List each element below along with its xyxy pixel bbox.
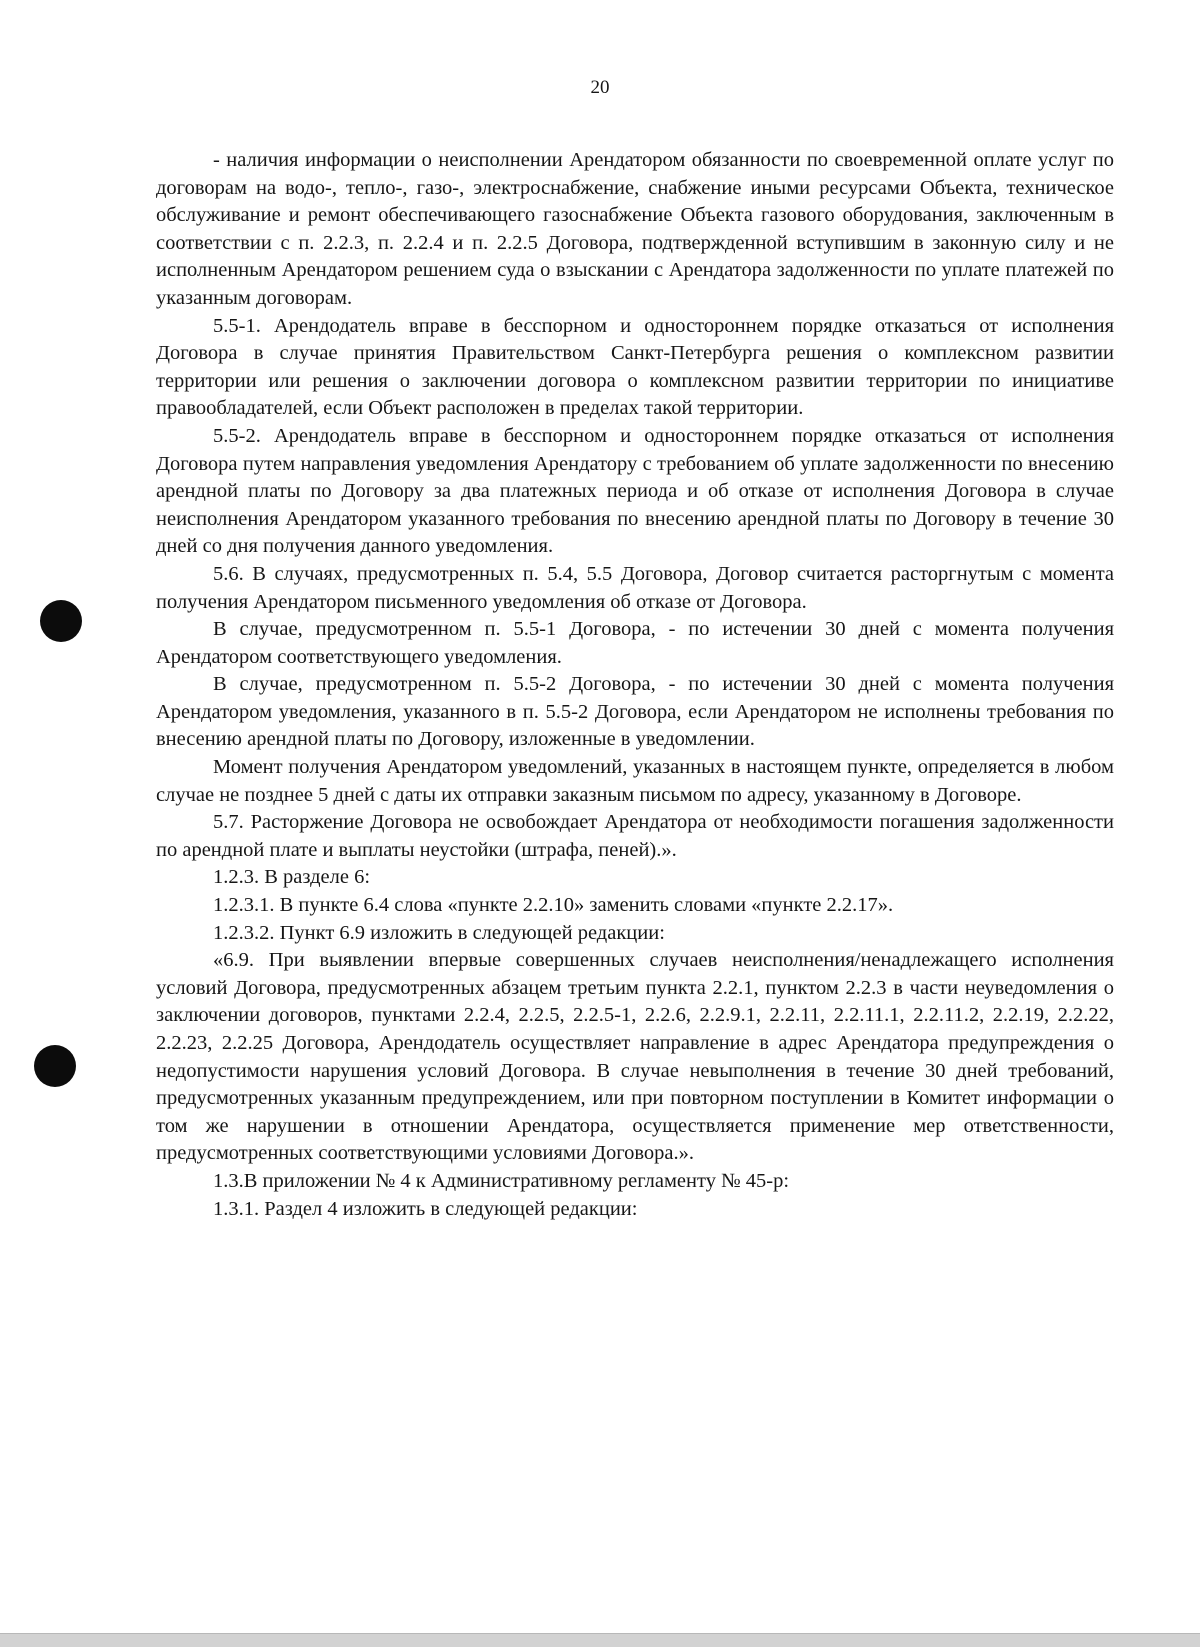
paragraph-1-2-3-1: 1.2.3.1. В пункте 6.4 слова «пункте 2.2.10» заменить словами «пункте 2.2.17». xyxy=(213,894,894,917)
document-body xyxy=(156,147,1114,1223)
paragraph-5-7: 5.7. Расторжение Договора не освобождает Арендатора от необходимости погашения задолженности по арендной плате и выплаты неустойки (штрафа, пеней).». xyxy=(156,811,1114,861)
paragraph-1-2-3-2: 1.2.3.2. Пункт 6.9 изложить в следующей редакции: xyxy=(213,921,665,944)
paragraph-1-2-3: 1.2.3. В разделе 6: xyxy=(213,866,371,889)
page-number: 20 xyxy=(590,77,610,98)
punch-hole-mark xyxy=(40,600,82,642)
paragraph-utility-debt-condition: - наличия информации о неисполнении Арендатором обязанности по своевременной оплате услуг по договорам на водо-, тепло-, газо-, электроснабжение, снабжение иными ресурсами Объекта, техническое обслуживание и ремонт обеспечивающего газоснабжение Объекта газового оборудования, заключенным в соответствии с п. 2.2.3, п. 2.2.4 и п. 2.2.5 Договора, подтвержденной вступившим в законную силу и не исполненным Арендатором решением суда о взыскании с Арендатора задолженности по уплате платежей по указанным договорам. xyxy=(156,149,1114,309)
paragraph-1-3-1: 1.3.1. Раздел 4 изложить в следующей редакции: xyxy=(213,1197,638,1220)
paragraph-5-6-case-5-5-1: В случае, предусмотренном п. 5.5-1 Договора, - по истечении 30 дней с момента получения Арендатором соответствующего уведомления. xyxy=(156,618,1114,668)
paragraph-5-6-case-5-5-2: В случае, предусмотренном п. 5.5-2 Договора, - по истечении 30 дней с момента получения Арендатором уведомления, указанного в п. 5.5-2 Договора, если Арендатором не исполнены требования по внесению арендной платы по Договору, изложенные в уведомлении. xyxy=(156,673,1114,751)
paragraph-5-6: 5.6. В случаях, предусмотренных п. 5.4, 5.5 Договора, Договор считается расторгнутым с момента получения Арендатором письменного уведомления об отказе от Договора. xyxy=(156,562,1114,613)
paragraph-6-9: «6.9. При выявлении впервые совершенных случаев неисполнения/ненадлежащего исполнения условий Договора, предусмотренных абзацем третьим пункта 2.2.1, пунктом 2.2.3 в части неуведомления о заключении договоров, пунктами 2.2.4, 2.2.5, 2.2.5-1, 2.2.6, 2.2.9.1, 2.2.11, 2.2.11.1, 2.2.11.2, 2.2.19, 2.2.22, 2.2.23, 2.2.25 Договора, Арендодатель осуществляет направление в адрес Арендатора предупреждения о недопустимости нарушения условий Договора. В случае невыполнения в течение 30 дней требований, предусмотренных указанным предупреждением, или при повторном поступлении в Комитет информации о том же нарушении в отношении Арендатора, осуществляется применение мер ответственности, предусмотренных соответствующими условиями Договора.». xyxy=(156,949,1114,1165)
punch-hole-mark xyxy=(34,1045,76,1087)
scan-bottom-edge xyxy=(0,1633,1200,1647)
paragraph-1-3: 1.3.В приложении № 4 к Административному регламенту № 45-р: xyxy=(213,1169,790,1192)
paragraph-5-5-1: 5.5-1. Арендодатель вправе в бесспорном и одностороннем порядке отказаться от исполнения Договора в случае принятия Правительством Санкт-Петербурга решения о комплексном развитии территории или решения о заключении договора о комплексном развитии территории по инициативе правообладателей, если Объект расположен в пределах такой территории. xyxy=(156,314,1114,420)
paragraph-5-5-2: 5.5-2. Арендодатель вправе в бесспорном и одностороннем порядке отказаться от исполнения Договора путем направления уведомления Арендатору с требованием об уплате задолженности по внесению арендной платы по Договору за два платежных периода и об отказе от исполнения Договора в случае неисполнения Арендатором указанного требования по внесению арендной платы по Договору в течение 30 дней со дня получения данного уведомления. xyxy=(156,424,1114,558)
paragraph-notice-receipt-moment: Момент получения Арендатором уведомлений, указанных в настоящем пункте, определяется в любом случае не позднее 5 дней с даты их отправки заказным письмом по адресу, указанному в Договоре. xyxy=(156,756,1114,806)
